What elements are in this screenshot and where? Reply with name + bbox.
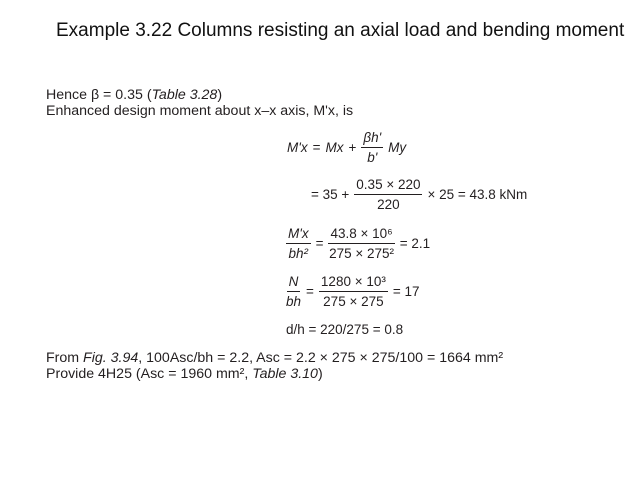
equation-axial-ratio: $\frac{N}{bh}$ = $\frac{\text{1280 × 10³}}{275 \times 275}$ = 17 — [286, 274, 420, 309]
equation-moment-ratio: $\frac{M'x}{\text{bh²}}$ = $\frac{\text{43.8 × 10⁶}}{\text{275 × 275²}}$ = 2.1 — [288, 226, 431, 261]
slide-title: Example 3.22 Columns resisting an axial load and bending moment — [56, 20, 625, 41]
intro-line-1: Hence β = 0.35 (Table 3.28) — [46, 87, 223, 103]
intro-line-2: Enhanced design moment about x–x axis, M'x, is — [46, 103, 354, 119]
fraction: $\frac{N}{bh}$ — [286, 274, 302, 309]
table-reference: Table 3.28 — [151, 87, 218, 103]
equation-enhanced-moment: M'x = Mx + $\frac{\beta h'}{b'}$ My — [287, 130, 407, 165]
fraction: $\frac{\text{43.8 × 10⁶}}{\text{275 × 275²}}$ — [329, 226, 395, 261]
fraction: $\frac{\beta h'}{b'}$ — [363, 130, 382, 165]
conclusion-line-2: Provide 4H25 (Asc = 1960 mm², Table 3.10) — [46, 366, 323, 382]
figure-reference: Fig. 3.94 — [83, 350, 139, 366]
table-reference: Table 3.10 — [252, 366, 318, 382]
equation-moment-value: = 35 + $\frac{0.35 \times 220}{220}$ × 25 = 43.8 kNm — [311, 177, 528, 212]
fraction: $\frac{M'x}{\text{bh²}}$ — [288, 226, 309, 261]
fraction: $\frac{\text{1280 × 10³}}{275 \times 275}$ — [320, 274, 386, 309]
equation-dh-ratio: d/h = 220/275 = 0.8 — [286, 322, 404, 337]
conclusion-line-1: From Fig. 3.94, 100Asc/bh = 2.2, Asc = 2.2 × 275 × 275/100 = 1664 mm² — [46, 350, 504, 366]
fraction: $\frac{0.35 \times 220}{220}$ — [356, 177, 421, 212]
